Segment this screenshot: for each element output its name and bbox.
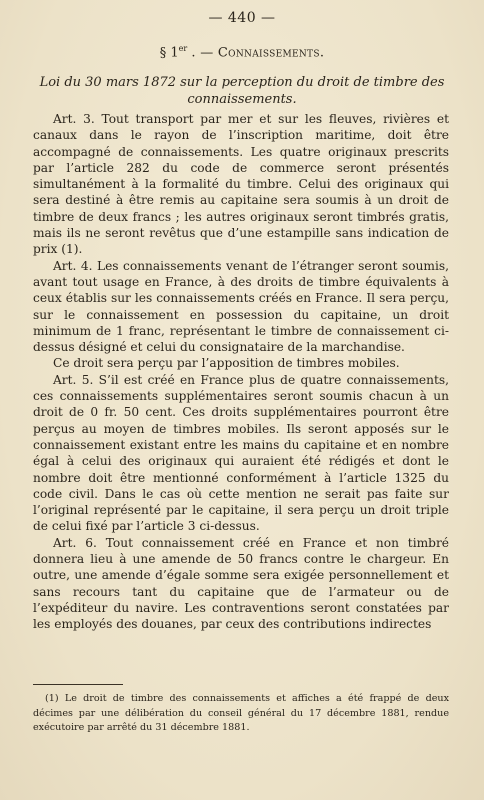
page-number: — 440 — bbox=[208, 10, 276, 26]
paragraph-art-3: Art. 3. Tout transport par mer et sur les fleuves, rivières et canaux dans le rayon de l’inscription maritime, doit être accompagné de connaissements. Les quatre originaux prescrits par l’article 282 du code de commerce seront présentés simultanément à la formalité du timbre. Celui des originaux qui sera destiné à être remis au capitaine sera soumis à un droit de timbre de deux francs ; les autres originaux seront timbrés gratis, mais ils ne seront revêtus que d’une estampille sans indication de prix (1). bbox=[33, 112, 449, 257]
section-number: § 1 bbox=[159, 45, 179, 61]
section-title: . — Connaissements. bbox=[191, 45, 325, 61]
body-text bbox=[33, 111, 449, 633]
section-heading bbox=[0, 44, 484, 60]
law-title: Loi du 30 mars 1872 sur la perception du droit de timbre des connaissements. bbox=[39, 75, 445, 107]
paragraph-art-6: Art. 6. Tout connaissement créé en France et non timbré donnera lieu à une amende de 50 francs contre le chargeur. En outre, une amende d’égale somme sera exigée personnellement et sans recours tant du capitaine que de l’armateur ou de l’expéditeur du navire. Les contraventions seront constatées par les employés des douanes, par ceux des contributions indirectes bbox=[33, 535, 449, 632]
paragraph-art-5: Art. 5. S’il est créé en France plus de quatre connaissements, ces connaissements supplémentaires seront soumis chacun à un droit de 0 fr. 50 cent. Ces droits supplémentaires pourront être perçus au moyen de timbres mobiles. Ils seront apposés sur le connaissement existant entre les mains du capitaine et en nombre égal à celui des originaux qui auraient été rédigés et dont le nombre doit être mentionné conformément à l’article 1325 du code civil. Dans le cas où cette mention ne serait pas faite sur l’original représenté par le capitaine, il sera perçu un droit triple de celui fixé par l’article 3 ci-dessus. bbox=[33, 372, 449, 534]
footnote-divider bbox=[33, 684, 123, 685]
section-number-superscript: er bbox=[178, 44, 188, 53]
footnote bbox=[33, 692, 449, 736]
paragraph-art-4: Art. 4. Les connaissements venant de l’étranger seront soumis, avant tout usage en France, à des droits de timbre équivalents à ceux établis sur les connaissements créés en France. Il sera perçu, sur le connaissement en possession du capitaine, un droit minimum de 1 franc, représentant le timbre de connaissement ci-dessus désigné et celui du consignataire de la marchandise. bbox=[33, 258, 449, 355]
footnote-text: (1) Le droit de timbre des connaissements et affiches a été frappé de deux décimes par une délibération du conseil général du 17 décembre 1881, rendue exécutoire par arrêté du 31 décembre 1881. bbox=[33, 693, 449, 733]
paragraph-timbres-mobiles: Ce droit sera perçu par l’apposition de timbres mobiles. bbox=[53, 356, 400, 371]
